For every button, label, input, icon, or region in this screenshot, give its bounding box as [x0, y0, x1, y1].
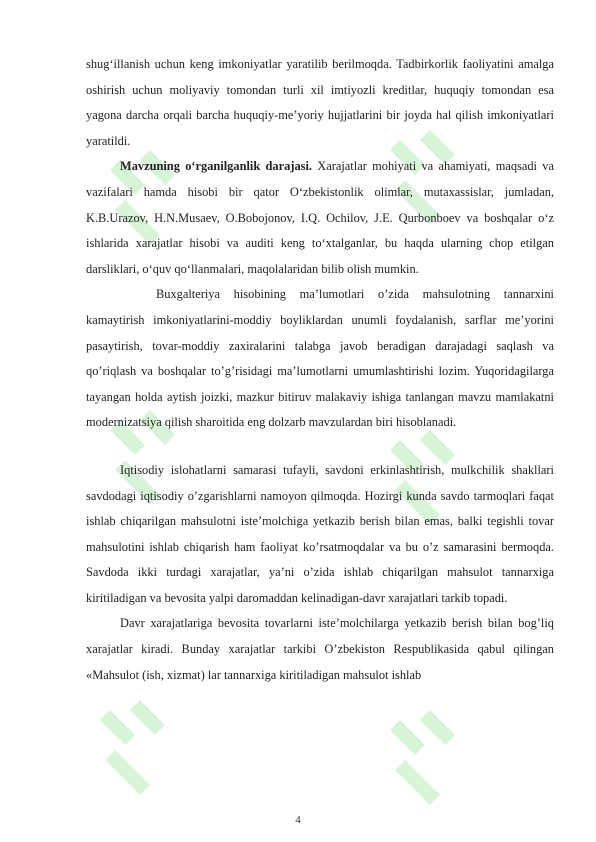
- paragraph-5: Davr xarajatlariga bevosita tovarlarni iste’molchilarga yetkazib berish bilan bog’liq xarajatlar kiradi. Bunday xarajatlar tarkibi O’zbekiston Respublikasida qabul qilingan «Mahsulot (ish, xizmat) lar tannarxiga kiritiladigan mahsulot ishlab: [86, 616, 554, 682]
- watermark-logo-icon: [90, 690, 210, 810]
- page-number: 4: [295, 814, 301, 826]
- body-text: [86, 52, 554, 688]
- paragraph-gap: [86, 436, 554, 458]
- paragraph-1: shug‘illanish uchun keng imkoniyatlar yaratilib berilmoqda. Tadbirkorlik faoliyatini amalga oshirish uchun moliyaviy tomondan turli xil imtiyozli kreditlar, huquqiy tomondan esa yagona darcha orqali barcha huquqiy-me’yoriy hujjatlarini bir joyda hal qilish imkoniyatlari yaratildi.: [86, 57, 554, 148]
- paragraph-2-lead: Mavzuning o‘rganilganlik darajasi.: [120, 159, 312, 174]
- watermark-logo-icon: [380, 700, 500, 820]
- paragraph-2: [86, 154, 554, 282]
- paragraph-2-body: Xarajatlar mohiyati va ahamiyati, maqsadi va vazifalari hamda hisobi bir qator O‘zbekistonlik olimlar, mutaxassislar, jumladan, K.B.Urazov, H.N.Musaev, O.Bobojonov, I.Q. Ochilov, J.E. Qurbonboev va boshqalar o‘z ishlarida xarajatlar hisobi va auditi keng to‘xtalganlar, bu haqda ularning chop etilgan darsliklari, o‘quv qo‘llanmalari, maqolalaridan bilib olish mumkin.: [86, 159, 554, 276]
- paragraph-4: Iqtisodiy islohatlarni samarasi tufayli, savdoni erkinlashtirish, mulkchilik shakllari savdodagi iqtisodiy o’zgarishlarni namoyon qilmoqda. Hozirgi kunda savdo tarmoqlari faqat ishlab chiqarilgan mahsulotni iste’molchiga yetkazib berish bilan emas, balki tegishli tovar mahsulotini ishlab chiqarish ham faoliyat ko’rsatmoqdalar va bu o’z samarasini bermoqda. Savdoda ikki turdagi xarajatlar, ya’ni o’zida ishlab chiqarilgan mahsulot tannarxiga kiritiladigan va bevosita yalpi daromaddan kelinadigan-davr xarajatlari tarkib topadi.: [86, 462, 554, 605]
- paragraph-3: Buxgalteriya hisobining ma’lumotlari o’zida mahsulotning tannarxini kamaytirish imkoniyatlarini-moddiy boyliklardan unumli foydalanish, sarflar me’yorini pasaytirish, tovar-moddiy zaxiralarini talabga javob beradigan darajadagi saqlash va qo’riqlash va boshqalar to’g’risidagi ma’lumotlarni umumlashtirishi lozim. Yuqoridagilarga tayangan holda aytish joizki, mazkur bitiruv malakaviy ishiga tanlangan mavzu mamlakatni modernizatsiya qilish sharoitida eng dolzarb mavzulardan biri hisoblanadi.: [86, 287, 554, 430]
